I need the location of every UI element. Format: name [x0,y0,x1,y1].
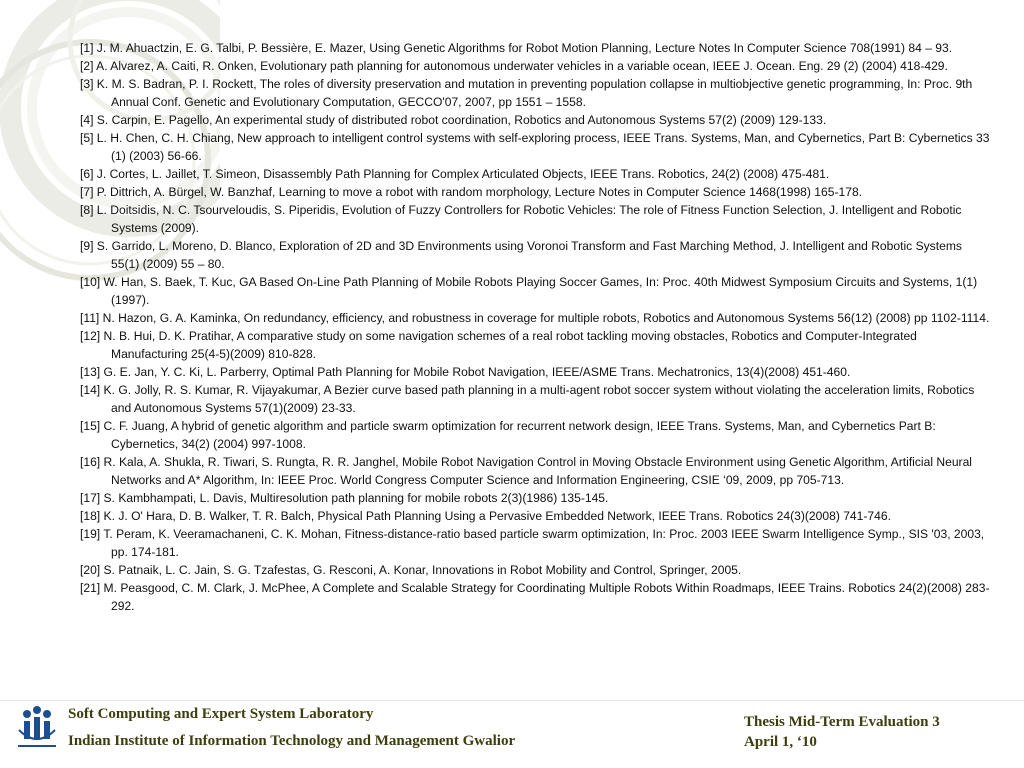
lab-name: Soft Computing and Expert System Laboratory [68,706,374,722]
reference-item: [14] K. G. Jolly, R. S. Kumar, R. Vijayakumar, A Bezier curve based path planning in a multi-agent robot soccer system without violating the acceleration limits, Robotics and Autonomous Systems 57(1)(2009) 23-33. [80,383,975,415]
reference-item: [17] S. Kambhampati, L. Davis, Multiresolution path planning for mobile robots 2(3)(1986) 135-145. [80,491,609,505]
reference-item: [5] L. H. Chen, C. H. Chiang, New approach to intelligent control systems with self-exploring process, IEEE Trans. Systems, Man, and Cybernetics, Part B: Cybernetics 33 (1) (2003) 56-66. [80,131,990,163]
institute-name: Indian Institute of Information Technology and Management Gwalior [68,733,516,749]
reference-item: [7] P. Dittrich, A. Bürgel, W. Banzhaf, Learning to move a robot with random morphology, Lecture Notes in Computer Science 1468(1998) 165-178. [80,185,863,199]
reference-item: [12] N. B. Hui, D. K. Pratihar, A comparative study on some navigation schemes of a real robot tackling moving obstacles, Robotics and Computer-Integrated Manufacturing 25(4-5)(2009) 810-828. [80,329,917,361]
evaluation-date: April 1, ‘10 [744,734,817,750]
reference-item: [2] A. Alvarez, A. Caiti, R. Onken, Evolutionary path planning for autonomous underwater vehicles in a variable ocean, IEEE J. Ocean. Eng. 29 (2) (2004) 418-429. [80,59,948,73]
iiitm-logo [14,700,60,752]
reference-item: [19] T. Peram, K. Veeramachaneni, C. K. Mohan, Fitness-distance-ratio based particle swarm optimization, In: Proc. 2003 IEEE Swarm Intelligence Symp., SIS '03, 2003, pp. 174-181. [80,527,985,559]
reference-item: [9] S. Garrido, L. Moreno, D. Blanco, Exploration of 2D and 3D Environments using Voronoi Transform and Fast Marching Method, J. Intelligent and Robotic Systems 55(1) (2009) 55 – 80. [80,239,962,271]
footer-divider [0,700,1024,701]
evaluation-title: Thesis Mid-Term Evaluation 3 [744,714,940,730]
reference-item: [10] W. Han, S. Baek, T. Kuc, GA Based On-Line Path Planning of Mobile Robots Playing Soccer Games, In: Proc. 40th Midwest Symposium Circuits and Systems, 1(1) (1997). [80,275,978,307]
reference-item: [21] M. Peasgood, C. M. Clark, J. McPhee, A Complete and Scalable Strategy for Coordinating Multiple Robots Within Roadmaps, IEEE Trains. Robotics 24(2)(2008) 283-292. [80,581,990,613]
reference-list [80,39,992,615]
reference-item: [4] S. Carpin, E. Pagello, An experimental study of distributed robot coordination, Robotics and Autonomous Systems 57(2) (2009) 129-133. [80,113,827,127]
reference-item: [8] L. Doitsidis, N. C. Tsourveloudis, S. Piperidis, Evolution of Fuzzy Controllers for Robotic Vehicles: The role of Fitness Function Selection, J. Intelligent and Robotic Systems (2009). [80,203,962,235]
reference-item: [18] K. J. O' Hara, D. B. Walker, T. R. Balch, Physical Path Planning Using a Pervasive Embedded Network, IEEE Trans. Robotics 24(3)(2008) 741-746. [80,509,891,523]
reference-item: [1] J. M. Ahuactzin, E. G. Talbi, P. Bessière, E. Mazer, Using Genetic Algorithms for Robot Motion Planning, Lecture Notes In Computer Science 708(1991) 84 – 93. [80,41,953,55]
reference-item: [11] N. Hazon, G. A. Kaminka, On redundancy, efficiency, and robustness in coverage for multiple robots, Robotics and Autonomous Systems 56(12) (2008) pp 1102-1114. [80,311,990,325]
reference-item: [6] J. Cortes, L. Jaillet, T. Simeon, Disassembly Path Planning for Complex Articulated Objects, IEEE Trans. Robotics, 24(2) (2008) 475-481. [80,167,830,181]
reference-item: [16] R. Kala, A. Shukla, R. Tiwari, S. Rungta, R. R. Janghel, Mobile Robot Navigation Control in Moving Obstacle Environment using Genetic Algorithm, Artificial Neural Networks and A* Algorithm, In: IEEE Proc. World Congress Computer Science and Information Engineering, CSIE ‘09, 2009, pp 705-713. [80,455,972,487]
reference-item: [13] G. E. Jan, Y. C. Ki, L. Parberry, Optimal Path Planning for Mobile Robot Navigation, IEEE/ASME Trans. Mechatronics, 13(4)(2008) 451-460. [80,365,851,379]
reference-item: [20] S. Patnaik, L. C. Jain, S. G. Tzafestas, G. Resconi, A. Konar, Innovations in Robot Mobility and Control, Springer, 2005. [80,563,742,577]
reference-item: [3] K. M. S. Badran, P. I. Rockett, The roles of diversity preservation and mutation in preventing population collapse in multiobjective genetic programming, In: Proc. 9th Annual Conf. Genetic and Evolutionary Computation, GECCO'07, 2007, pp 1551 – 1558. [80,77,973,109]
reference-item: [15] C. F. Juang, A hybrid of genetic algorithm and particle swarm optimization for recurrent network design, IEEE Trans. Systems, Man, and Cybernetics Part B: Cybernetics, 34(2) (2004) 997-1008. [80,419,936,451]
